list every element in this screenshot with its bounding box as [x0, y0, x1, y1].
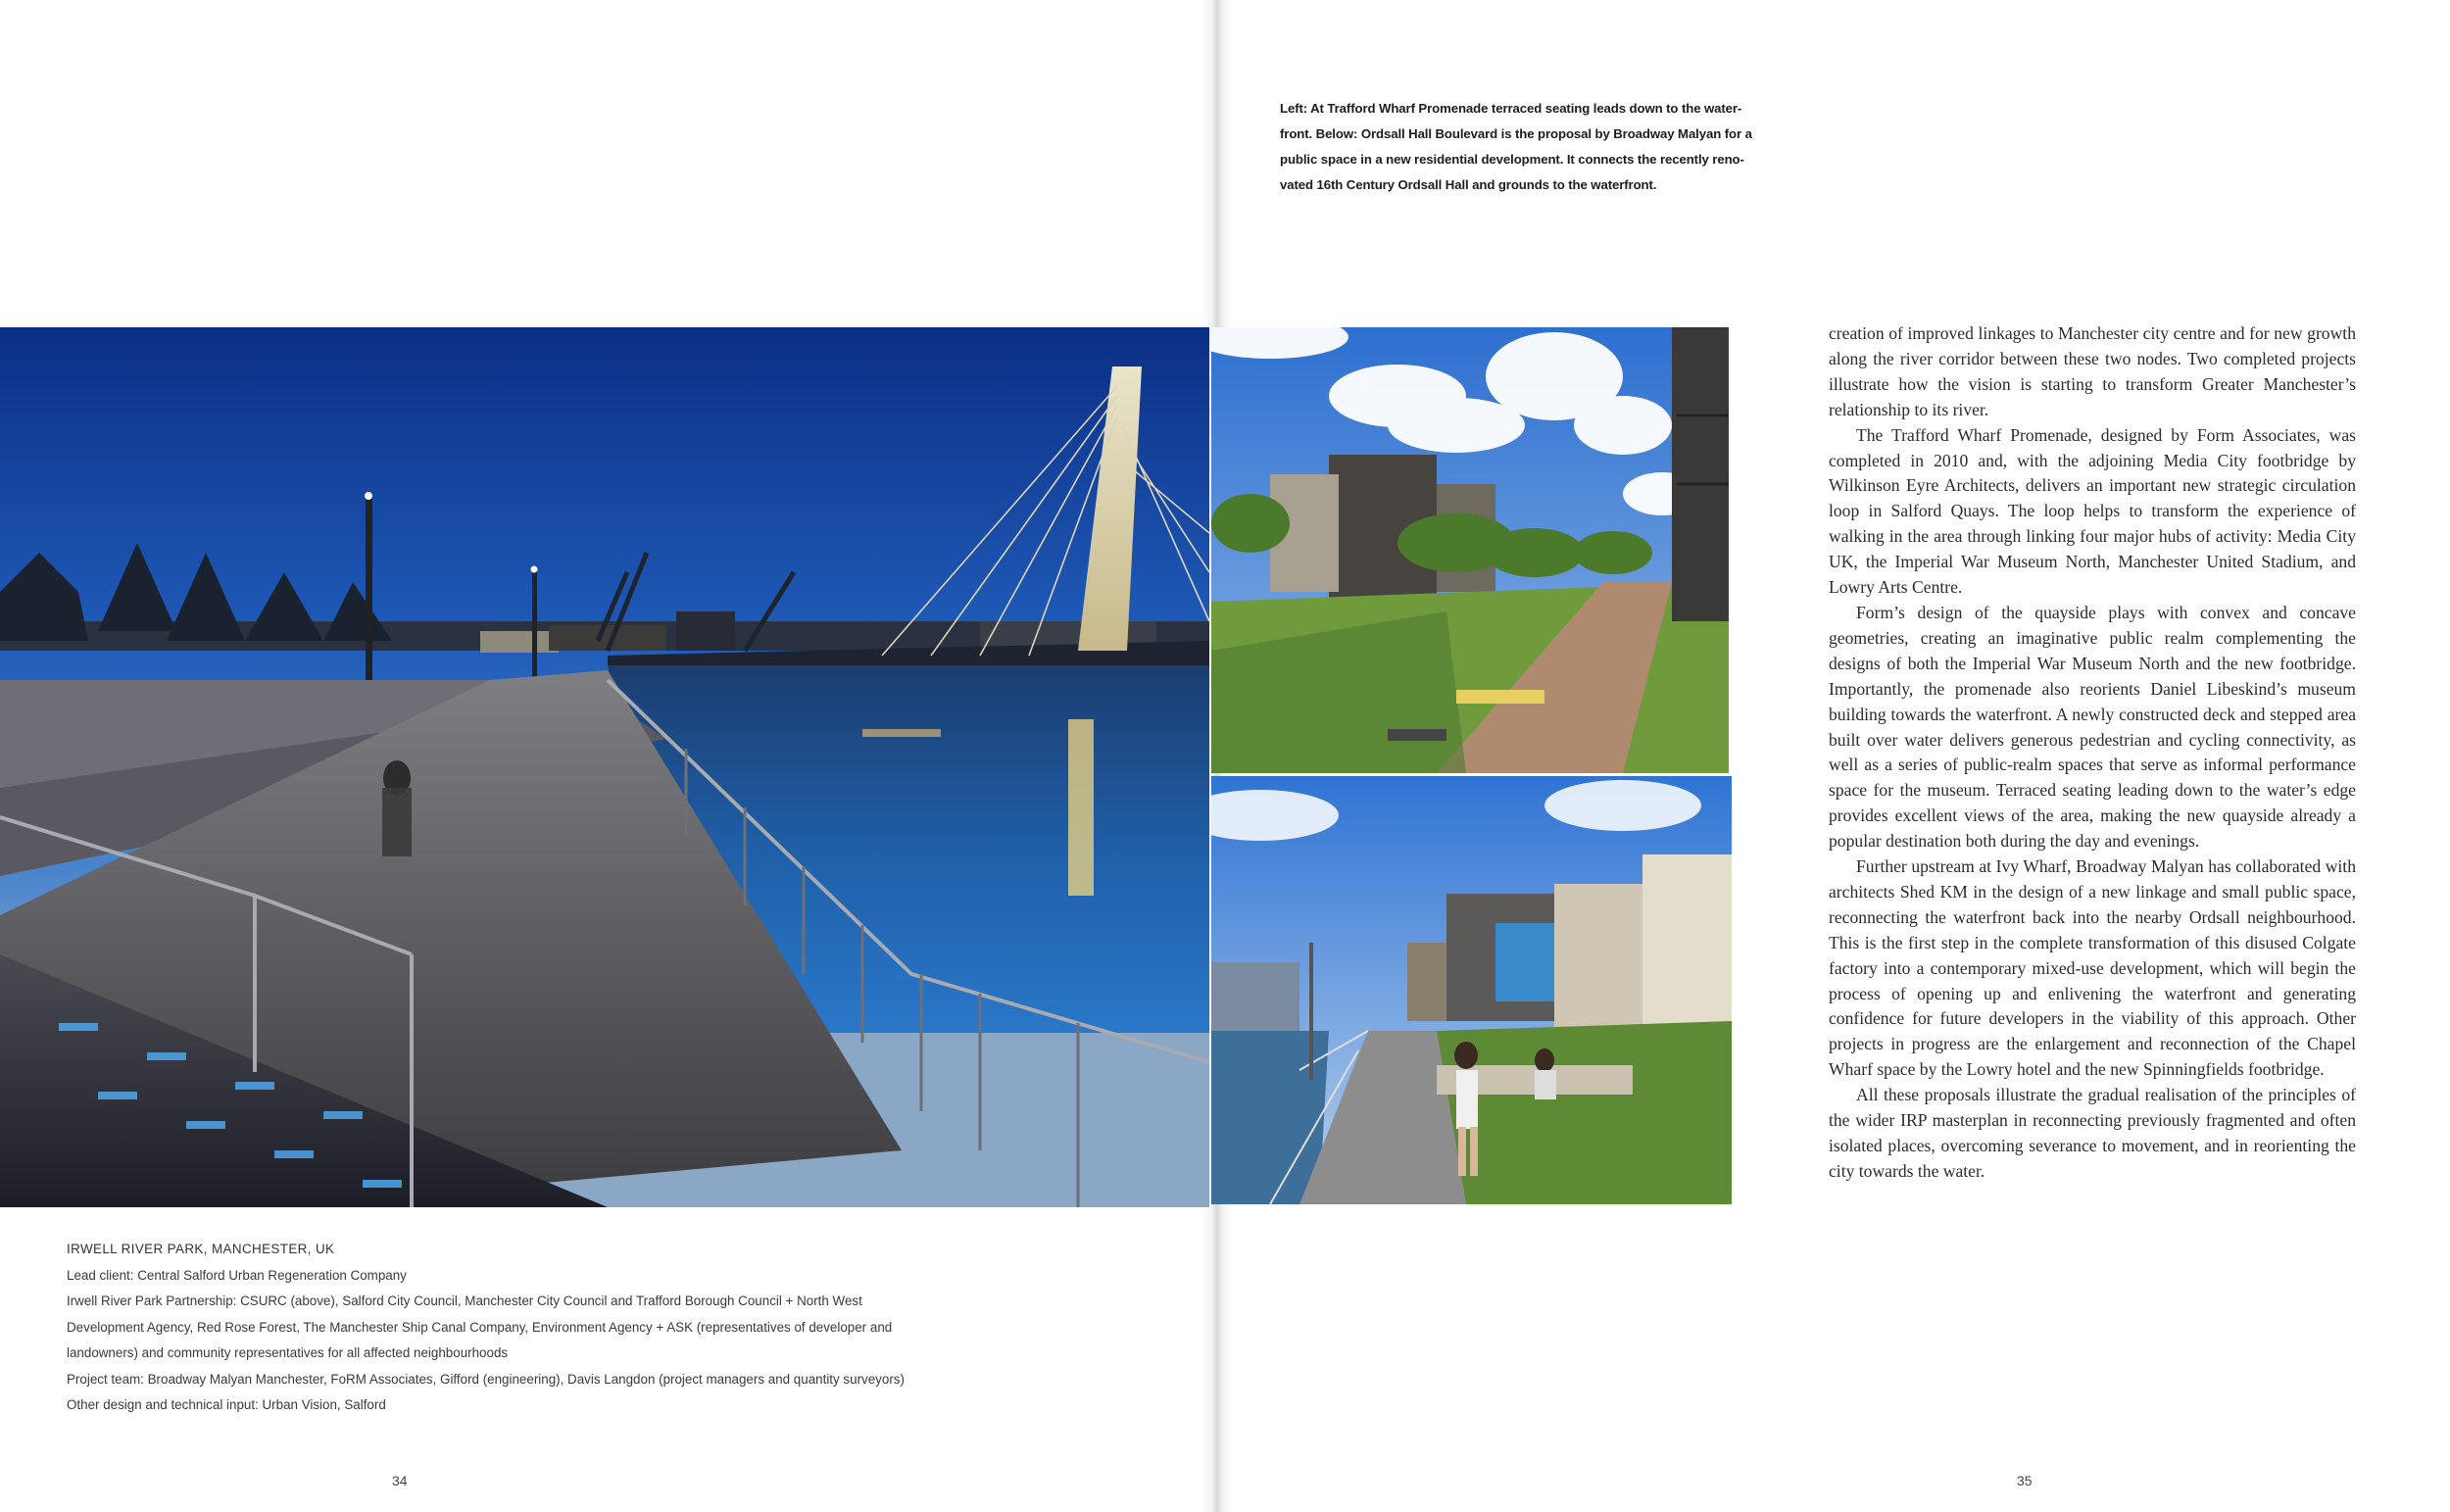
caption-line: Left: At Trafford Wharf Promenade terraced seating leads down to the water-: [1280, 101, 1742, 116]
page-number-left: 34: [392, 1473, 408, 1488]
waterfront-render-photo: [1211, 776, 1732, 1204]
promenade-night-photo: [0, 327, 1209, 1207]
caption-line: vated 16th Century Ordsall Hall and grounds to the waterfront.: [1280, 177, 1657, 192]
body-paragraph: Form’s design of the quayside plays with convex and concave geometries, creating an imaginative public realm complementing the designs of both the Imperial War Museum North and the new footbridge. Importantly, the promenade also reorients Daniel Libeskind’s museum building towards the waterfront. A newly constructed deck and stepped area built over water delivers generous pedestrian and cycling connectivity, as well as a series of public-realm spaces that serve as informal performance space for the museum. Terraced seating leading down to the water’s edge provides excellent views of the area, making the new quayside already a popular destination both during the day and evenings.: [1829, 602, 2356, 852]
caption-line: front. Below: Ordsall Hall Boulevard is the proposal by Broadway Malyan for a: [1280, 126, 1752, 141]
article-body: [1829, 321, 2356, 1185]
credits-line: Irwell River Park Partnership: CSURC (above), Salford City Council, Manchester City Council and Trafford Borough Council + North West: [67, 1293, 862, 1308]
credits-line: landowners) and community representatives for all affected neighbourhoods: [67, 1345, 509, 1360]
credits-line: Lead client: Central Salford Urban Regeneration Company: [67, 1267, 407, 1283]
body-paragraph: The Trafford Wharf Promenade, designed by Form Associates, was completed in 2010 and, with the adjoining Media City footbridge by Wilkinson Eyre Architects, delivers an important new strategic circulation loop in Salford Quays. The loop helps to transform the experience of walking in the area through linking four major hubs of activity: Media City UK, the Imperial War Museum North, Manchester United Stadium, and Lowry Arts Centre.: [1829, 424, 2356, 598]
credits-line: Other design and technical input: Urban Vision, Salford: [67, 1397, 386, 1412]
credits-heading: IRWELL RIVER PARK, MANCHESTER, UK: [67, 1242, 335, 1256]
project-credits: [67, 1237, 905, 1419]
credits-line: Development Agency, Red Rose Forest, The Manchester Ship Canal Company, Environment Agency + ASK (representatives of developer and: [67, 1319, 893, 1335]
caption-line: public space in a new residential development. It connects the recently reno-: [1280, 152, 1744, 167]
photo-caption: [1280, 96, 1752, 198]
credits-line: Project team: Broadway Malyan Manchester, FoRM Associates, Gifford (engineering), Davis Langdon (project managers and quantity surveyors): [67, 1371, 905, 1387]
page-number-right: 35: [2017, 1473, 2033, 1488]
body-paragraph: creation of improved linkages to Manchester city centre and for new growth along the river corridor between these two nodes. Two completed projects illustrate how the vision is starting to transform Greater Manchester’s relationship to its river.: [1829, 323, 2356, 419]
boulevard-render-photo: [1211, 327, 1729, 773]
body-paragraph: Further upstream at Ivy Wharf, Broadway Malyan has collaborated with architects Shed KM in the design of a new linkage and small public space, reconnecting the waterfront back into the nearby Ordsall neighbourhood. This is the first step in the complete transformation of this disused Colgate factory into a contemporary mixed-use development, which will begin the process of opening up and enlivening the waterfront and generating confidence for future developers in the viability of this approach. Other projects in progress are the enlargement and reconnection of the Chapel Wharf space by the Lowry hotel and the new Spinningfields footbridge.: [1829, 856, 2356, 1080]
body-paragraph: All these proposals illustrate the gradual realisation of the principles of the wider IRP masterplan in reconnecting previously fragmented and often isolated places, overcoming severance to movement, and in reorienting the city towards the water.: [1829, 1085, 2356, 1181]
